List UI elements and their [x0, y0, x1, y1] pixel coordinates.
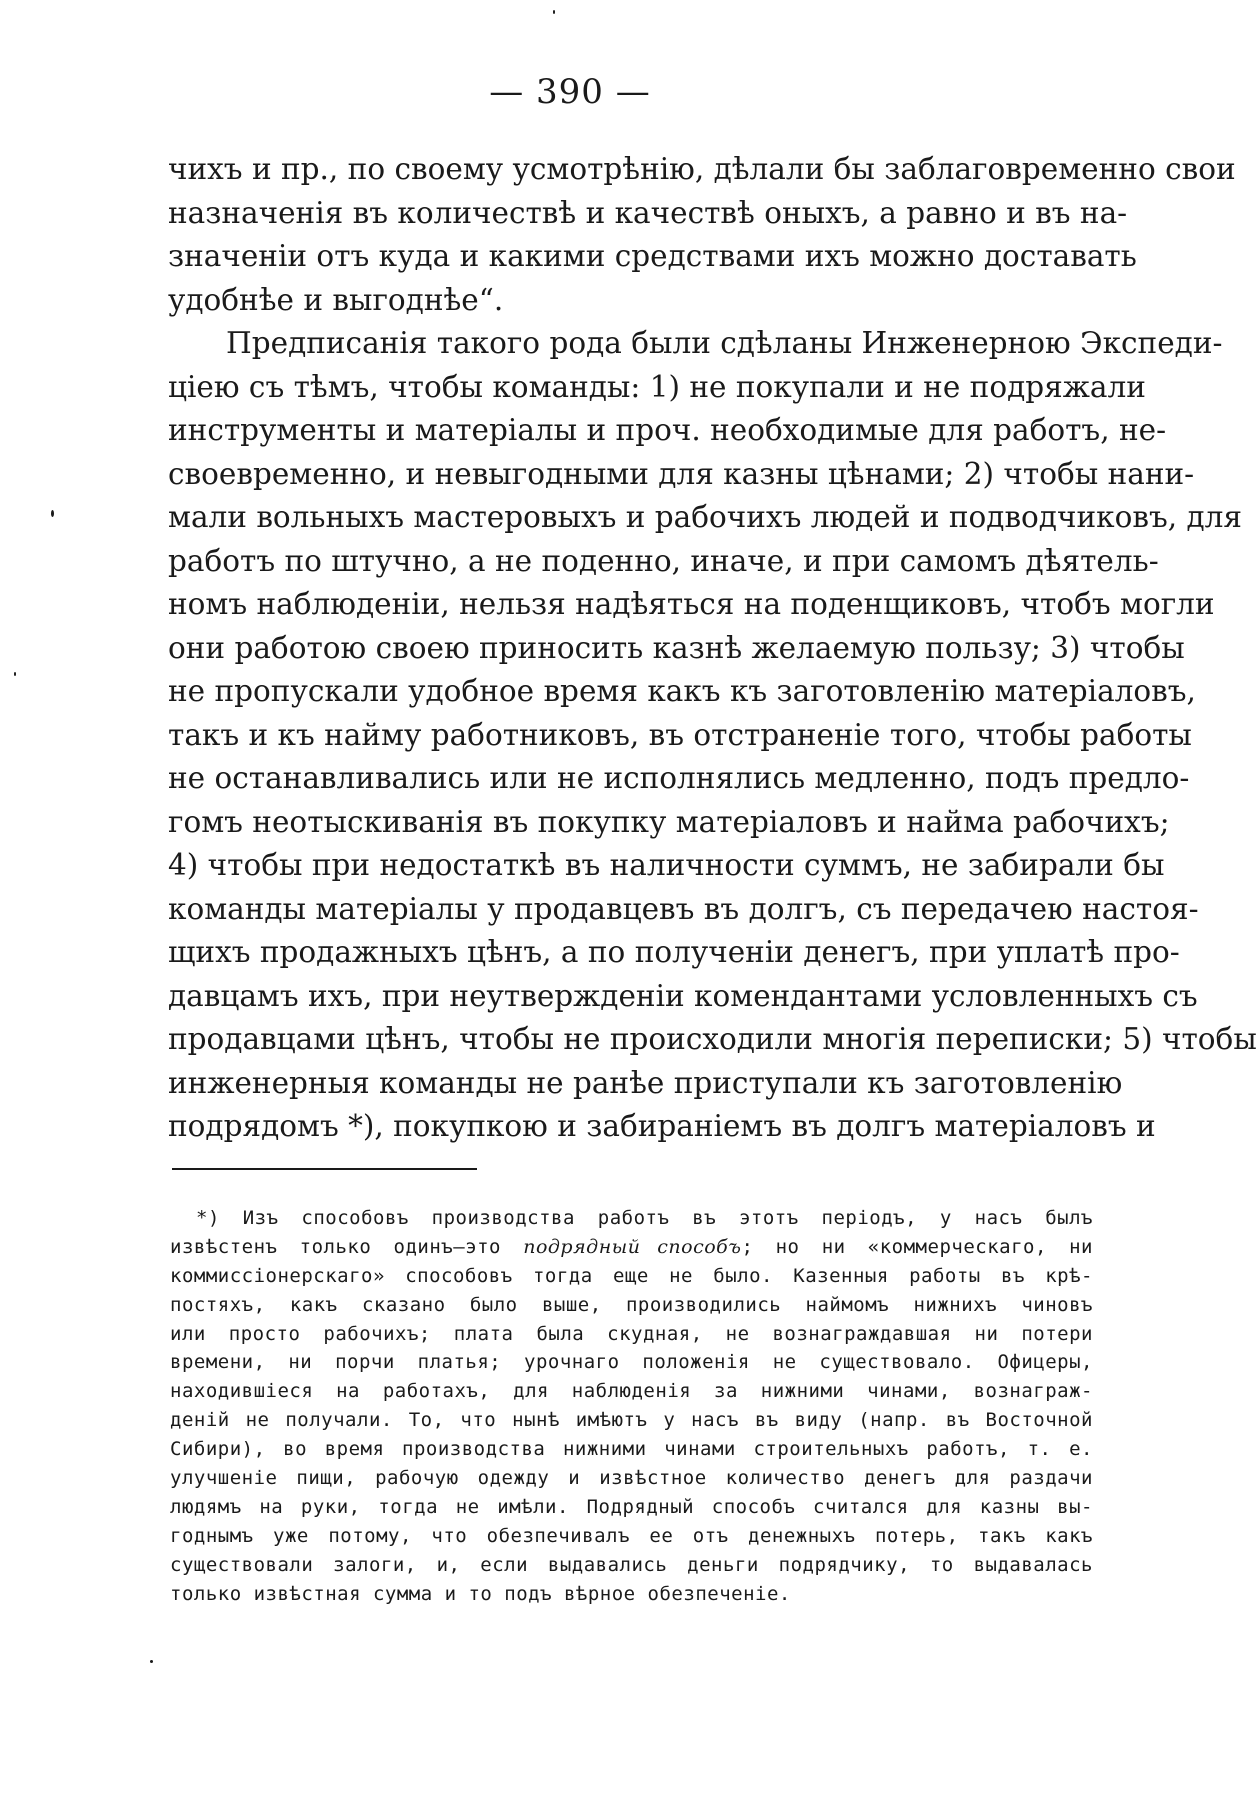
text-line: чихъ и пр., по своему усмотрѣнію, дѣлали бы заблаговременно свои: [168, 152, 1236, 186]
footnote-line: людямъ на руки, тогда не имѣли. Подрядный способъ считался для казны вы-: [170, 1495, 1093, 1518]
footnote-line: улучшеніе пищи, рабочую одежду и извѣстное количество денегъ для раздачи: [170, 1467, 1093, 1490]
text-line: работъ по штучно, а не поденно, иначе, и при самомъ дѣятель-: [168, 543, 1159, 578]
text-line: щихъ продажныхъ цѣнъ, а по полученіи денегъ, при уплатѣ про-: [168, 935, 1180, 969]
text-line: номъ наблюденіи, нельзя надѣяться на поденщиковъ, чтобъ могли: [168, 587, 1215, 621]
footnote-line: постяхъ, какъ сказано было выше, производились наймомъ нижнихъ чиновъ: [170, 1293, 1093, 1316]
text-line: удобнѣе и выгоднѣе“.: [168, 282, 504, 317]
footnote-line: времени, ни порчи платья; урочнаго положенія не существовало. Офицеры,: [170, 1351, 1093, 1374]
text-line: не останавливались или не исполнялись медленно, подъ предло-: [168, 761, 1190, 795]
text-line: 4) чтобы при недостаткѣ въ наличности суммъ, не забирали бы: [168, 848, 1165, 882]
footnote-line: годнымъ уже потому, что обезпечивалъ ее отъ денежныхъ потерь, такъ какъ: [170, 1524, 1093, 1547]
text-line: не пропускали удобное время какъ къ заготовленію матеріаловъ,: [168, 674, 1196, 708]
scan-speck: [553, 10, 555, 14]
footnote-line: [170, 1233, 1093, 1262]
text-line: продавцами цѣнъ, чтобы не происходили многія переписки; 5) чтобы: [168, 1022, 1257, 1056]
footnote-line: находившіеся на работахъ, для наблюденія за нижними чинами, вознаграж-: [170, 1380, 1093, 1403]
text-line: назначенія въ количествѣ и качествѣ оныхъ, а равно и въ на-: [168, 195, 1128, 230]
text-line: своевременно, и невыгодными для казны цѣнами; 2) чтобы нани-: [168, 456, 1195, 491]
footnote-line: или просто рабочихъ; плата была скудная, не вознаграждавшая ни потери: [170, 1322, 1093, 1345]
footnote-line: только извѣстная сумма и то подъ вѣрное обезпеченіе.: [170, 1582, 791, 1605]
footnote-emphasis: подрядный способъ: [523, 1235, 742, 1258]
scan-speck: [14, 672, 16, 676]
footnote-text: ; но ни «коммерческаго, ни: [741, 1235, 1093, 1258]
footnote: [170, 1204, 1093, 1608]
footnote-line: Сибири), во время производства нижними чинами строительныхъ работъ, т. е.: [170, 1438, 1093, 1461]
text-line: такъ и къ найму работниковъ, въ отстраненіе того, чтобы работы: [168, 717, 1192, 752]
footnote-line: коммиссіонерскаго» способовъ тогда еще не было. Казенныя работы въ крѣ-: [170, 1264, 1093, 1287]
text-line: мали вольныхъ мастеровыхъ и рабочихъ людей и подводчиковъ, для: [168, 500, 1242, 534]
text-line: инструменты и матеріалы и проч. необходимые для работъ, не-: [168, 413, 1167, 447]
footnote-text: извѣстенъ только одинъ—это: [170, 1235, 524, 1258]
footnote-line: *) Изъ способовъ производства работъ въ этотъ періодъ, у насъ былъ: [196, 1207, 1093, 1229]
scan-speck: [51, 510, 54, 517]
page-number: — 390 —: [489, 72, 651, 112]
text-line: давцамъ ихъ, при неутвержденіи комендантами условленныхъ съ: [168, 978, 1198, 1013]
footnote-divider: [172, 1168, 477, 1170]
scan-speck: [150, 1660, 153, 1663]
text-line: гомъ неотыскиванія въ покупку матеріаловъ и найма рабочихъ;: [168, 804, 1170, 839]
text-line: подрядомъ *), покупкою и забираніемъ въ долгъ матеріаловъ и: [168, 1109, 1156, 1143]
footnote-line: деній не получали. То, что нынѣ имѣютъ у насъ въ виду (напр. въ Восточной: [170, 1409, 1093, 1432]
text-line: значеніи отъ куда и какими средствами ихъ можно доставать: [168, 239, 1137, 273]
text-line: они работою своею приносить казнѣ желаемую пользу; 3) чтобы: [168, 630, 1185, 665]
main-text: [168, 148, 1257, 1149]
text-line: инженерныя команды не ранѣе приступали къ заготовленію: [168, 1065, 1123, 1100]
footnote-line: существовали залоги, и, если выдавались деньги подрядчику, то выдавалась: [170, 1553, 1093, 1576]
text-line: Предписанія такого рода были сдѣланы Инженерною Экспеди-: [226, 326, 1223, 360]
text-line: ціею съ тѣмъ, чтобы команды: 1) не покупали и не подряжали: [168, 369, 1146, 404]
text-line: команды матеріалы у продавцевъ въ долгъ, съ передачею настоя-: [168, 891, 1199, 926]
